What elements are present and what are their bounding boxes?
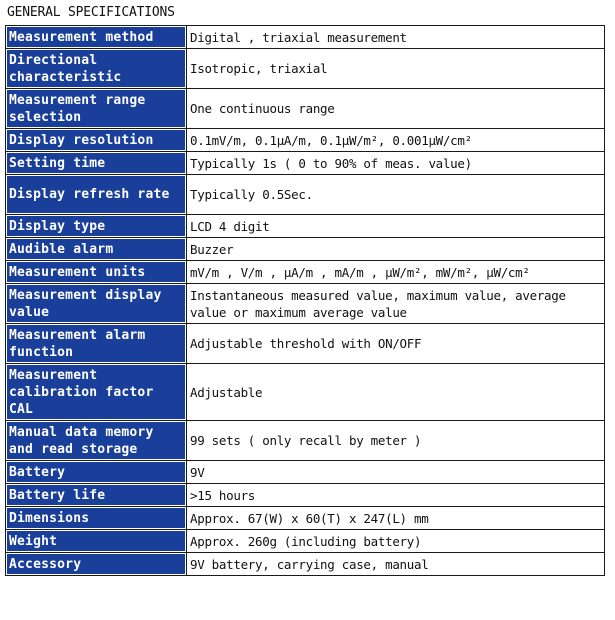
table-row <box>6 461 605 484</box>
table-row <box>6 261 605 284</box>
specifications-table <box>5 25 605 576</box>
spec-label: Display refresh rate <box>6 175 187 215</box>
table-row <box>6 553 605 576</box>
spec-value: >15 hours <box>187 484 605 507</box>
spec-value: 99 sets ( only recall by meter ) <box>187 421 605 461</box>
table-row <box>6 324 605 364</box>
spec-value: Adjustable threshold with ON/OFF <box>187 324 605 364</box>
spec-label: Directional characteristic <box>6 49 187 89</box>
spec-label: Measurement range selection <box>6 89 187 129</box>
table-row <box>6 129 605 152</box>
spec-label: Manual data memory and read storage <box>6 421 187 461</box>
spec-value: 0.1mV/m, 0.1μA/m, 0.1μW/m², 0.001μW/cm² <box>187 129 605 152</box>
spec-label: Measurement units <box>6 261 187 284</box>
table-row <box>6 49 605 89</box>
spec-value: LCD 4 digit <box>187 215 605 238</box>
spec-value: Buzzer <box>187 238 605 261</box>
spec-value: One continuous range <box>187 89 605 129</box>
table-row <box>6 284 605 324</box>
spec-label: Measurement calibration factor CAL <box>6 364 187 421</box>
spec-value: Approx. 67(W) x 60(T) x 247(L) mm <box>187 507 605 530</box>
spec-value: Instantaneous measured value, maximum value, average value or maximum average value <box>187 284 605 324</box>
spec-label: Measurement display value <box>6 284 187 324</box>
spec-label: Measurement alarm function <box>6 324 187 364</box>
spec-label: Display resolution <box>6 129 187 152</box>
table-row <box>6 26 605 49</box>
spec-label: Battery <box>6 461 187 484</box>
spec-label: Battery life <box>6 484 187 507</box>
spec-label: Display type <box>6 215 187 238</box>
spec-value: Approx. 260g (including battery) <box>187 530 605 553</box>
spec-value: 9V <box>187 461 605 484</box>
table-row <box>6 507 605 530</box>
table-row <box>6 530 605 553</box>
spec-value: Typically 1s ( 0 to 90% of meas. value) <box>187 152 605 175</box>
table-row <box>6 421 605 461</box>
spec-value: Adjustable <box>187 364 605 421</box>
spec-label: Audible alarm <box>6 238 187 261</box>
spec-label: Measurement method <box>6 26 187 49</box>
table-row <box>6 238 605 261</box>
table-row <box>6 175 605 215</box>
table-row <box>6 89 605 129</box>
spec-value: 9V battery, carrying case, manual <box>187 553 605 576</box>
spec-value: mV/m , V/m , μA/m , mA/m , μW/m², mW/m², μW/cm² <box>187 261 605 284</box>
table-row <box>6 215 605 238</box>
spec-value: Typically 0.5Sec. <box>187 175 605 215</box>
table-row <box>6 152 605 175</box>
spec-label: Accessory <box>6 553 187 576</box>
spec-label: Dimensions <box>6 507 187 530</box>
spec-value: Isotropic, triaxial <box>187 49 605 89</box>
spec-label: Setting time <box>6 152 187 175</box>
spec-label: Weight <box>6 530 187 553</box>
table-row <box>6 484 605 507</box>
spec-value: Digital , triaxial measurement <box>187 26 605 49</box>
table-row <box>6 364 605 421</box>
page-title: GENERAL SPECIFICATIONS <box>7 5 175 20</box>
